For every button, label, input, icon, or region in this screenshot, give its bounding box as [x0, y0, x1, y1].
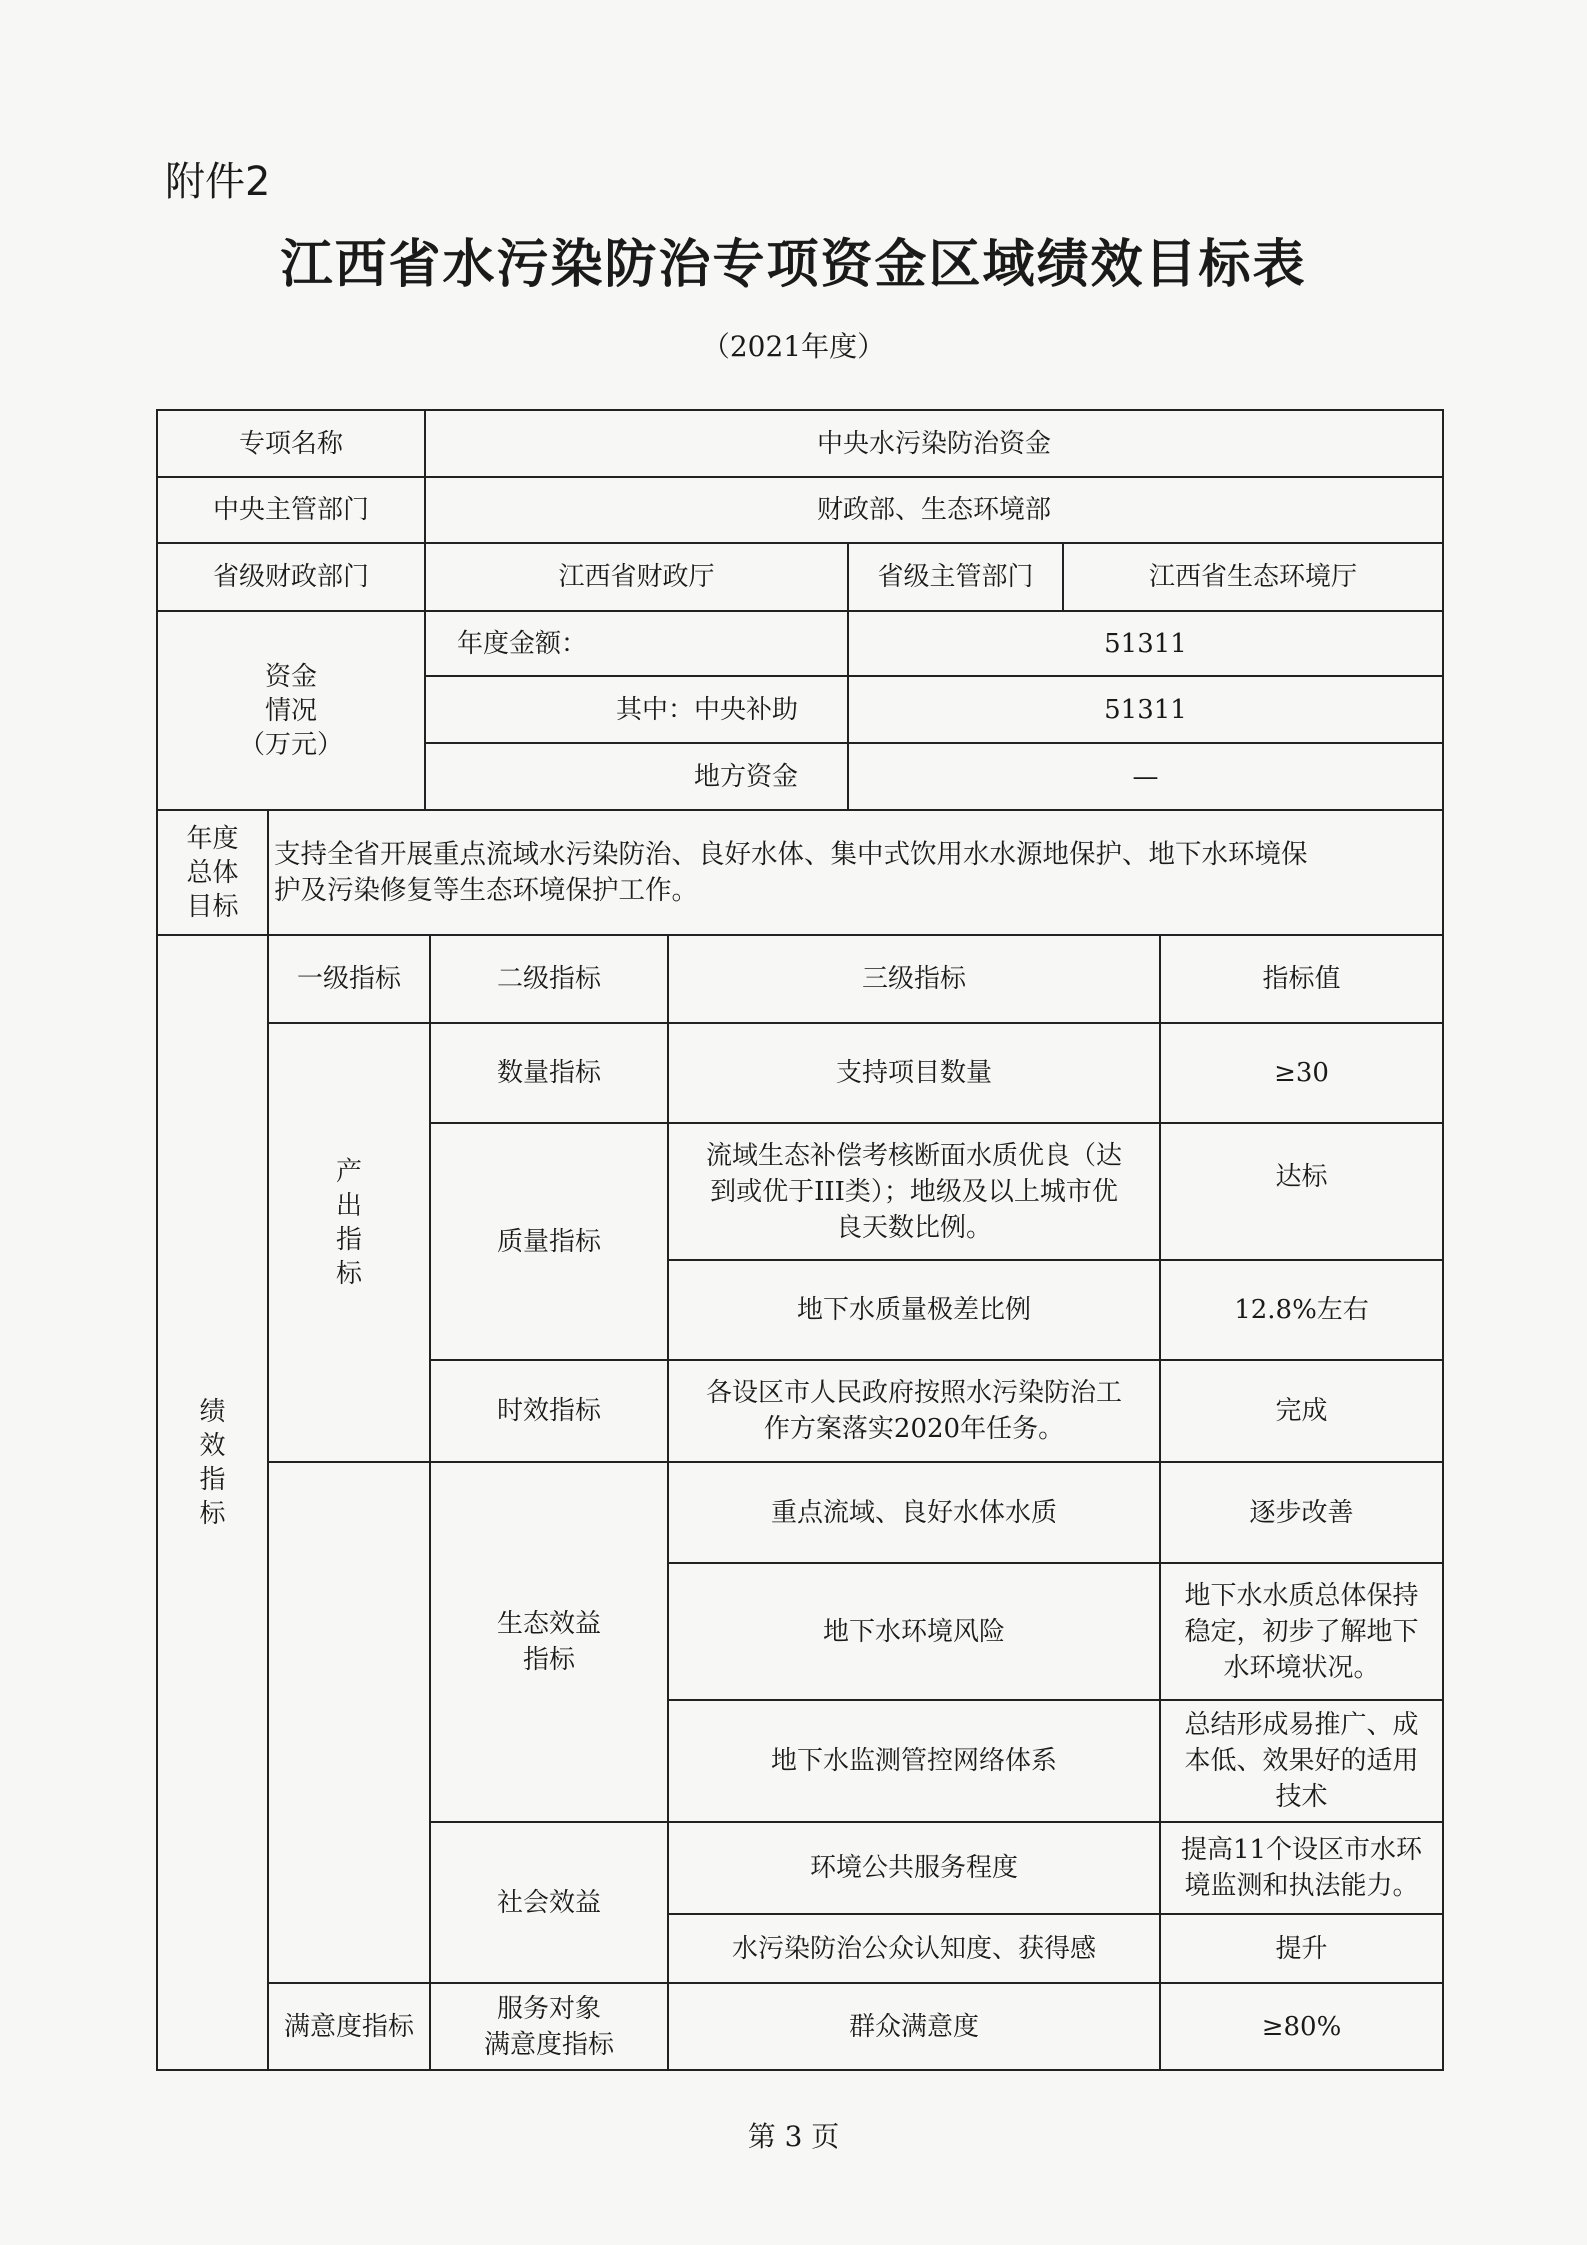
annual-amount-value: 51311 — [1104, 628, 1187, 659]
side-char: 绩 — [199, 1396, 226, 1427]
col-header-value: 指标值 — [1262, 964, 1341, 994]
service-line: 满意度指标 — [483, 2029, 614, 2060]
goal-label-line: 目标 — [186, 891, 239, 922]
quantity-indicator: 数量指标 — [496, 1058, 601, 1088]
funds-label-line: 资金 — [264, 661, 317, 692]
funds-label — [157, 611, 425, 810]
project-name-value: 中央水污染防治资金 — [816, 428, 1051, 459]
output-char: 出 — [335, 1190, 362, 1221]
goal-text-line: 护及污染修复等生态环境保护工作。 — [274, 874, 698, 906]
eco-label-line: 指标 — [522, 1645, 575, 1675]
social-a-value — [1160, 1822, 1443, 1914]
central-dept-value: 财政部、生态环境部 — [816, 495, 1051, 525]
col-header-level1: 一级指标 — [296, 964, 401, 994]
funds-label-line: 情况 — [264, 695, 317, 726]
satisfaction-level3: 群众满意度 — [848, 2011, 979, 2042]
social-a-line: 提高11个设区市水环 — [1180, 1835, 1423, 1865]
goal-label-line: 总体 — [186, 857, 239, 888]
prov-dept-label: 省级主管部门 — [877, 562, 1034, 592]
prov-dept-value: 江西省生态环境厅 — [1148, 562, 1357, 592]
eco-b-value — [1160, 1563, 1443, 1700]
prov-finance-label: 省级财政部门 — [212, 562, 369, 592]
timeliness-level3 — [668, 1360, 1160, 1462]
quality-indicator: 质量指标 — [496, 1226, 601, 1257]
output-char: 产 — [335, 1156, 362, 1187]
col-header-level2: 二级指标 — [496, 964, 601, 994]
quality-b-value: 12.8%左右 — [1234, 1295, 1369, 1325]
performance-indicators-label — [157, 935, 268, 2070]
year-label: （2021年度） — [701, 330, 886, 363]
central-dept-label: 中央主管部门 — [212, 495, 369, 525]
output-indicators-label — [268, 1023, 430, 1462]
social-benefit-indicator: 社会效益 — [496, 1887, 601, 1918]
satisfaction-value: ≥80% — [1261, 2011, 1342, 2042]
local-funds-label: 地方资金 — [693, 761, 798, 792]
goal-text — [268, 810, 1443, 935]
eco-label-line: 生态效益 — [496, 1609, 601, 1639]
eco-b-level3: 地下水环境风险 — [822, 1616, 1005, 1647]
eco-c-line: 本低、效果好的适用 — [1184, 1746, 1419, 1776]
quality-b-level3: 地下水质量极差比例 — [796, 1295, 1031, 1325]
goal-label — [157, 810, 268, 935]
eco-b-line: 地下水水质总体保持 — [1184, 1580, 1419, 1611]
quality-a-level3 — [668, 1123, 1160, 1260]
goal-label-line: 年度 — [186, 823, 239, 854]
side-char: 标 — [199, 1498, 226, 1529]
central-subsidy-label: 其中：中央补助 — [615, 694, 798, 725]
central-subsidy-value: 51311 — [1104, 694, 1187, 725]
side-char: 效 — [199, 1430, 226, 1461]
eco-c-line: 总结形成易推广、成 — [1184, 1710, 1419, 1740]
eco-benefit-indicator — [430, 1462, 668, 1822]
service-line: 服务对象 — [496, 1993, 601, 2024]
social-a-line: 境监测和执法能力。 — [1184, 1871, 1419, 1901]
quality-a-line: 到或优于III类）；地级及以上城市优 — [710, 1176, 1118, 1207]
page-number: 第 3 页 — [747, 2120, 840, 2153]
local-funds-value: — — [1132, 761, 1159, 792]
col-header-level3: 三级指标 — [861, 964, 966, 994]
side-char: 指 — [199, 1464, 226, 1495]
service-satisfaction-label — [430, 1983, 668, 2070]
goal-text-line: 支持全省开展重点流域水污染防治、良好水体、集中式饮用水水源地保护、地下水环境保 — [274, 838, 1308, 870]
funds-label-line: （万元） — [238, 729, 343, 760]
social-a-level3: 环境公共服务程度 — [809, 1853, 1018, 1883]
document-title: 江西省水污染防治专项资金区域绩效目标表 — [280, 235, 1307, 295]
timeliness-line: 各设区市人民政府按照水污染防治工 — [705, 1378, 1122, 1408]
eco-b-line: 稳定，初步了解地下 — [1184, 1616, 1419, 1647]
output-char: 标 — [335, 1258, 362, 1289]
eco-c-value — [1160, 1700, 1443, 1822]
timeliness-indicator: 时效指标 — [496, 1396, 601, 1426]
eco-a-value: 逐步改善 — [1249, 1497, 1354, 1528]
eco-a-level3: 重点流域、良好水体水质 — [770, 1497, 1057, 1528]
social-b-value: 提升 — [1275, 1933, 1328, 1964]
quality-a-value: 达标 — [1275, 1161, 1328, 1192]
timeliness-value: 完成 — [1275, 1396, 1328, 1426]
eco-b-line: 水环境状况。 — [1223, 1652, 1380, 1683]
eco-c-level3: 地下水监测管控网络体系 — [770, 1746, 1057, 1776]
eco-c-line: 技术 — [1275, 1782, 1328, 1812]
quantity-value: ≥30 — [1274, 1058, 1329, 1088]
quantity-level3: 支持项目数量 — [835, 1058, 992, 1088]
attachment-label: 附件2 — [165, 159, 271, 205]
quality-a-line: 流域生态补偿考核断面水质优良（达 — [705, 1140, 1122, 1171]
timeliness-line: 作方案落实2020年任务。 — [763, 1414, 1065, 1444]
project-name-label: 专项名称 — [238, 428, 343, 459]
annual-amount-label: 年度金额： — [457, 628, 588, 659]
social-b-level3: 水污染防治公众认知度、获得感 — [731, 1933, 1096, 1964]
satisfaction-indicator: 满意度指标 — [283, 2011, 414, 2042]
output-char: 指 — [335, 1224, 362, 1255]
prov-finance-value: 江西省财政厅 — [558, 562, 715, 592]
quality-a-line: 良天数比例。 — [835, 1212, 992, 1243]
